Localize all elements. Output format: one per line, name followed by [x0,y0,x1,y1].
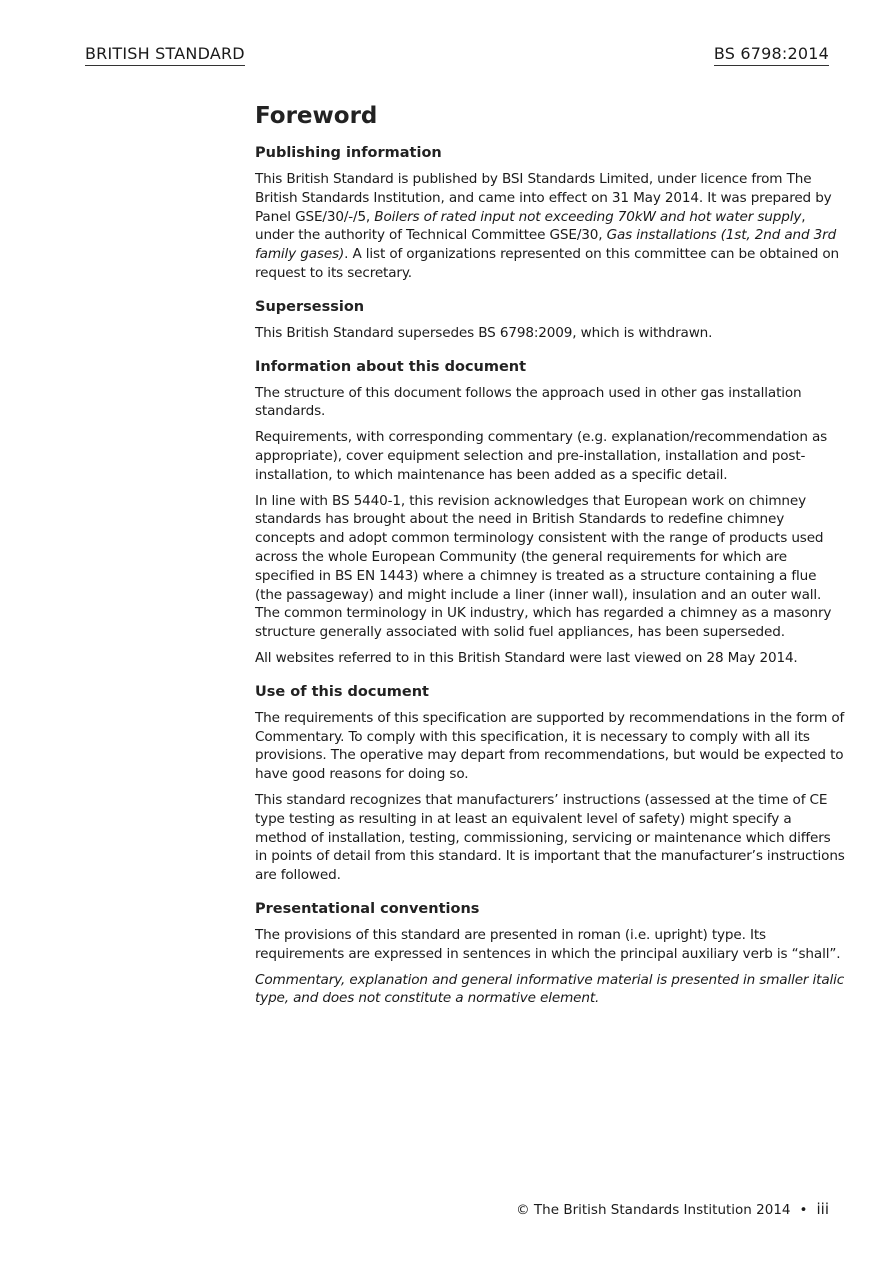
page-title: Foreword [255,103,378,129]
section-use-of-document [255,682,845,885]
paragraph: Requirements, with corresponding commentary (e.g. explanation/recommendation as appropriate), cover equipment selection and pre-installation, installation and post-installation, to which maintenance has been added as a specific detail. [255,429,828,483]
section-heading: Presentational conventions [255,900,480,917]
paragraph: This British Standard supersedes BS 6798:2009, which is withdrawn. [255,324,713,341]
paragraph: All websites referred to in this British Standard were last viewed on 28 May 2014. [255,649,798,666]
page-footer [516,1200,829,1218]
section-presentational-conventions [255,899,845,1008]
paragraph: The provisions of this standard are presented in roman (i.e. upright) type. Its requirements are expressed in sentences in which the principal auxiliary verb is “shall”. [255,926,841,962]
panel-title-italic: Boilers of rated input not exceeding 70kW and hot water supply [374,208,802,225]
paragraph-italic: Commentary, explanation and general informative material is presented in smaller italic type, and does not constitute a normative element. [255,971,845,1007]
section-publishing-information [255,143,845,283]
section-heading: Information about this document [255,358,527,375]
paragraph: In line with BS 5440-1, this revision acknowledges that European work on chimney standards has brought about the need in British Standards to redefine chimney concepts and adopt common terminology consistent with the range of products used across the whole European Community (the general requirements for which are specified in BS EN 1443) where a chimney is treated as a structure containing a flue (the passageway) and might include a liner (inner wall), insulation and an outer wall. The common terminology in UK industry, which has regarded a chimney as a masonry structure generally associated with solid fuel appliances, has been superseded. [255,492,832,641]
running-header-right: BS 6798:2014 [714,44,829,66]
page-content [255,100,845,1022]
text-run: . A list of organizations represented on this committee can be obtained on request to its secretary. [255,246,840,281]
copyright-notice: © The British Standards Institution 2014 [516,1202,791,1218]
running-header-left: BRITISH STANDARD [85,44,245,66]
section-heading: Use of this document [255,683,429,700]
section-supersession [255,297,845,343]
paragraph: The requirements of this specification are supported by recommendations in the form of Commentary. To comply with this specification, it is necessary to comply with all its provisions. The operative may depart from recommendations, but would be expected to have good reasons for doing so. [255,709,845,783]
committee-title-italic: Gas installations (1st, 2nd and 3rd family gases) [255,227,837,263]
page-number: iii [816,1200,829,1218]
section-heading: Supersession [255,298,365,315]
section-information-about-document [255,357,845,668]
text-run: This British Standard is published by BSI Standards Limited, under licence from The British Standards Institution, and came into effect on 31 May 2014. It was prepared by Panel GSE/30/-/5, [255,171,832,225]
paragraph: This standard recognizes that manufacturers’ instructions (assessed at the time of CE type testing as resulting in at least an equivalent level of safety) might specify a method of installation, testing, commissioning, servicing or maintenance which differs in points of detail from this standard. It is important that the manufacturer’s instructions are followed. [255,791,845,884]
section-heading: Publishing information [255,145,442,161]
paragraph: The structure of this document follows the approach used in other gas installation standards. [255,384,802,420]
bullet-separator: • [799,1202,808,1218]
text-run: , under the authority of Technical Committee GSE/30, [255,208,806,244]
paragraph [255,170,845,283]
